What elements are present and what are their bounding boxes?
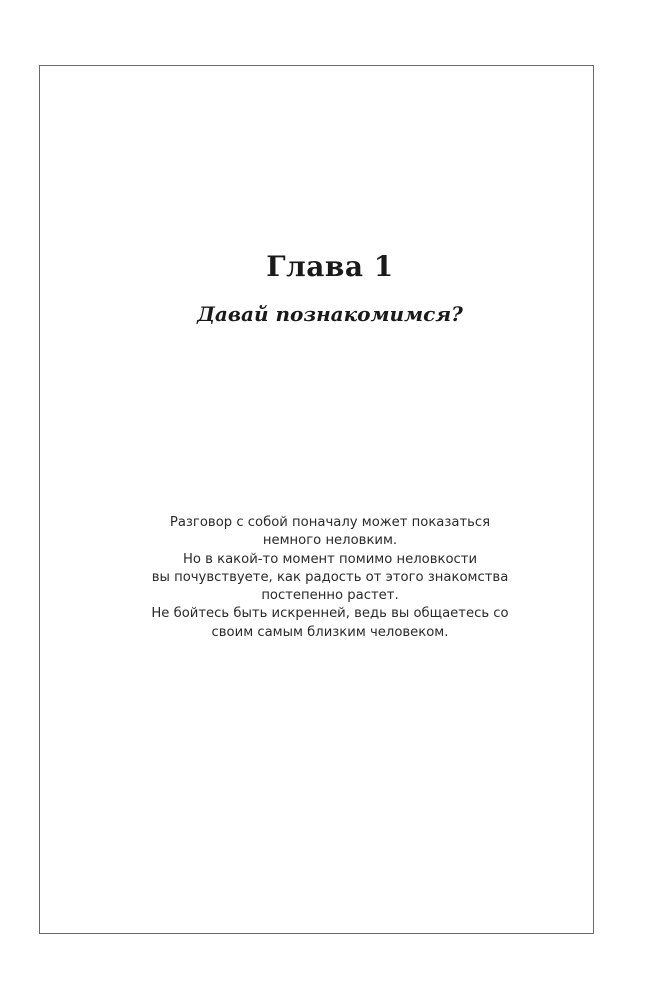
- intro-line: Не бойтесь быть искренней, ведь вы общаетесь со: [151, 606, 509, 622]
- chapter-title: Глава 1: [266, 250, 394, 283]
- intro-line: своим самым близким человеком.: [211, 624, 449, 640]
- intro-line: Разговор с собой поначалу может показаться: [169, 515, 491, 530]
- page-frame: [39, 65, 594, 934]
- intro-line: постепенно растет.: [261, 588, 399, 604]
- intro-paragraph: [0, 514, 660, 642]
- intro-line: немного неловким.: [262, 533, 398, 549]
- chapter-subtitle: Давай познакомимся?: [197, 302, 463, 326]
- intro-line: Но в какой-то момент помимо неловкости: [182, 551, 478, 567]
- intro-line: вы почувствуете, как радость от этого знакомства: [151, 569, 509, 585]
